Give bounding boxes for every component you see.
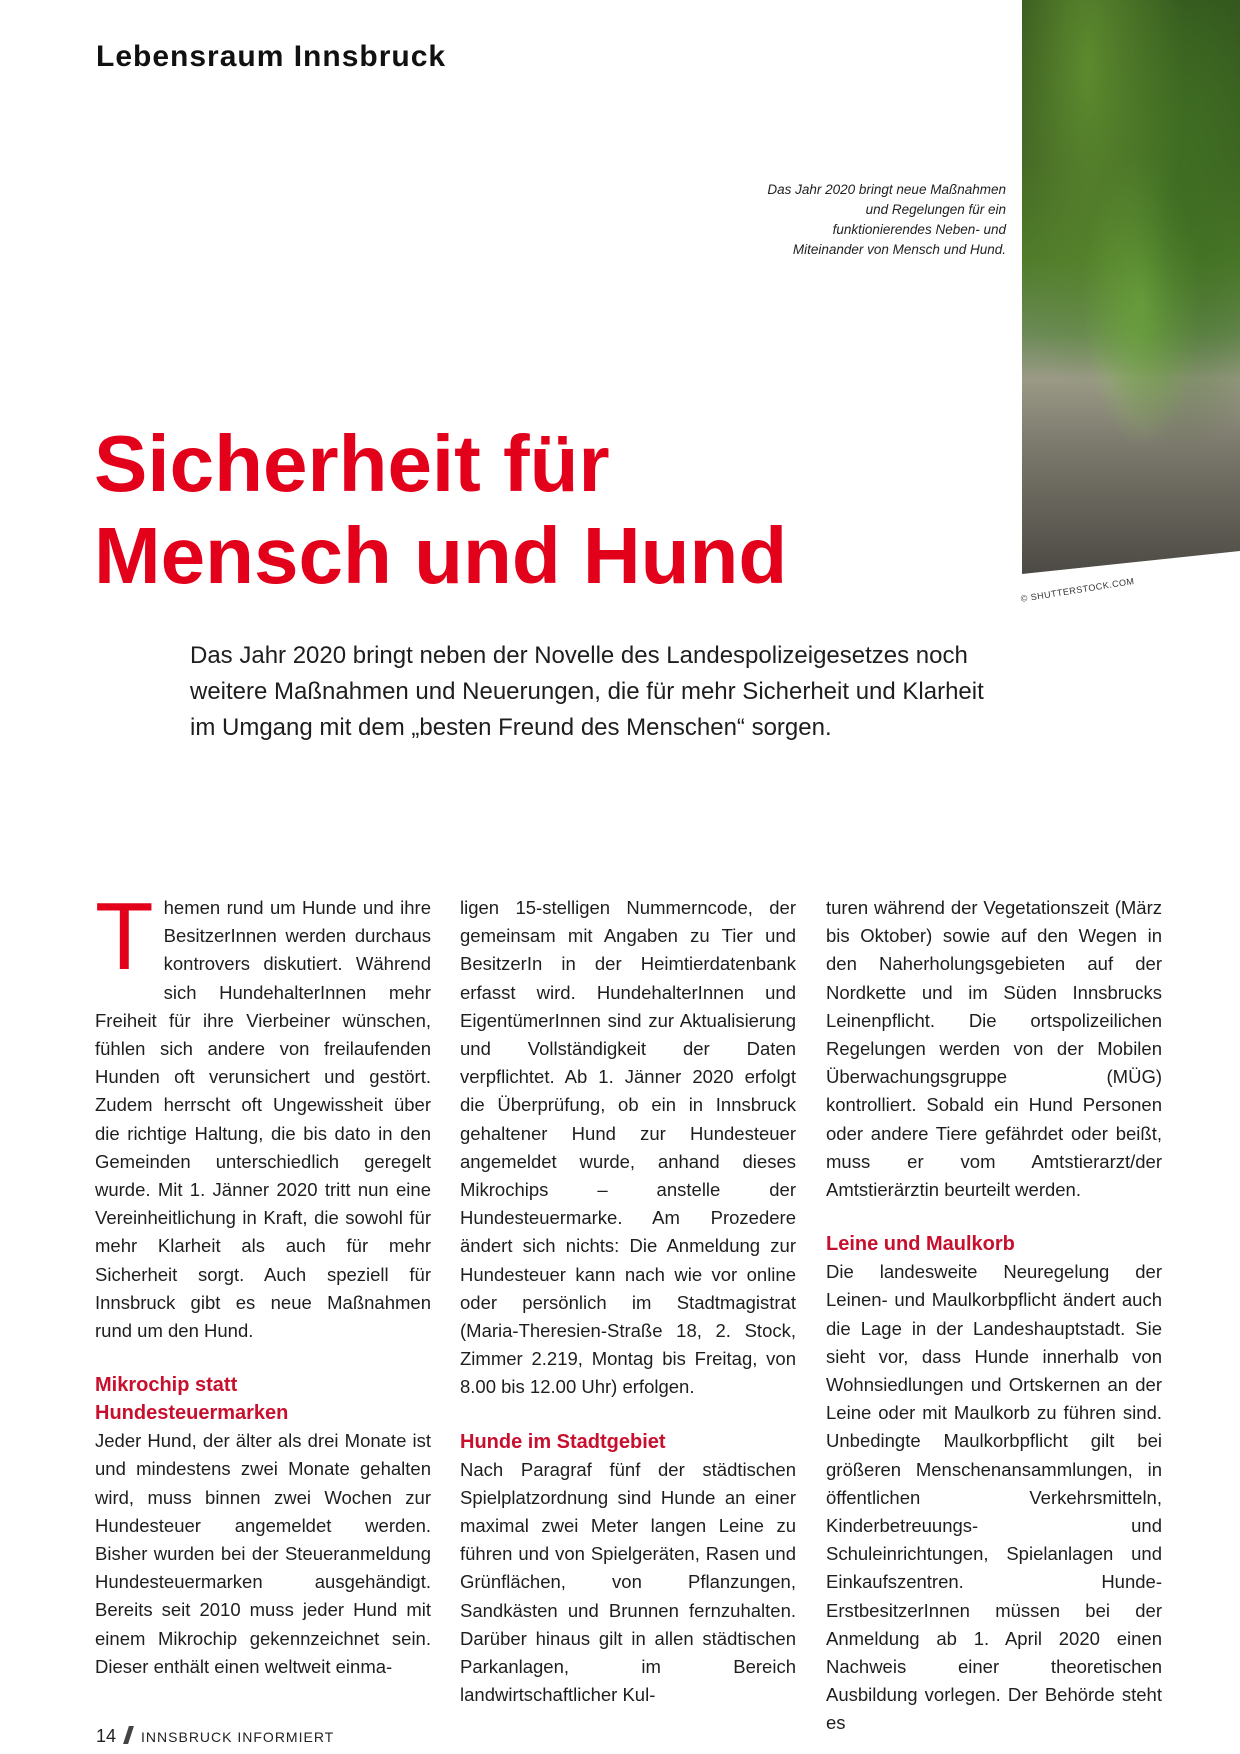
subheading-mikrochip-line-1: Mikrochip statt xyxy=(95,1374,238,1397)
stadtgebiet-paragraph-part-2: turen während der Vegetationszeit (März bis Oktober) sowie auf den Wegen in den Naherholungsgebieten auf der Nordkette und im Süden Innsbrucks Leinenpflicht. Die ortspolizeilichen Regelungen werden von der Mobilen Überwachungsgruppe (MÜG) kontrolliert. Sobald ein Hund Personen oder andere Tiere gefährdet oder beißt, muss er vom Amtstierarzt/der Amtstierärztin beurteilt werden. xyxy=(826,897,1162,1201)
page-footer xyxy=(96,1726,334,1747)
article-headline xyxy=(94,418,787,602)
subheading-leine-maulkorb: Leine und Maulkorb xyxy=(826,1233,1015,1256)
stadtgebiet-paragraph-part-1: Nach Paragraf fünf der städtischen Spielplatzordnung sind Hunde an einer maximal zwei Meter langen Leine zu führen und von Spielgeräten, Rasen und Grünflächen, von Pflanzungen, Sandkästen und Brunnen fernzuhalten. Darüber hinaus gilt in allen städtischen Parkanlagen, im Bereich landwirtschaftlicher Kul- xyxy=(460,1458,796,1706)
page-number: 14 xyxy=(96,1726,117,1746)
article-column-3 xyxy=(826,894,1162,1738)
leine-maulkorb-paragraph: Die landesweite Neuregelung der Leinen- und Maulkorbpflicht ändert auch die Lage in der Landeshauptstadt. Sie sieht vor, dass Hunde innerhalb von Wohnsiedlungen und Ortskernen an der Leine oder mit Maulkorb zu führen sind. Unbedingte Maulkorbpflicht gilt bei größeren Menschenansammlungen, in öffentlichen Verkehrsmitteln, Kinderbetreuungs- und Schuleinrichtungen, Spielanlagen und Einkaufszentren. Hunde-ErstbesitzerInnen müssen bei der Anmeldung ab 1. April 2020 einen Nachweis einer theoretischen Ausbildung vorlegen. Der Behörde steht es xyxy=(826,1261,1162,1734)
intro-paragraph xyxy=(95,883,431,1345)
article-lead: Das Jahr 2020 bringt neben der Novelle des Landespolizeigesetzes noch weitere Maßnahmen und Neuerungen, die für mehr Sicherheit und Klarheit im Umgang mit dem „besten Freund des Menschen“ sorgen. xyxy=(190,642,984,741)
drop-cap: T xyxy=(95,883,154,990)
photo-caption: Das Jahr 2020 bringt neue Maßnahmen und Regelungen für ein funktionierendes Neben- und Miteinander von Mensch und Hund. xyxy=(767,182,1006,257)
mikrochip-paragraph-part-1: Jeder Hund, der älter als drei Monate ist und mindestens zwei Monate gehalten wird, muss binnen zwei Wochen zur Hundesteuer angemeldet werden. Bisher wurden bei der Steueranmeldung Hundesteuermarken ausgehändigt. Bereits seit 2010 muss jeder Hund mit einem Mikrochip gekennzeichnet sein. Dieser enthält einen weltweit einma- xyxy=(95,1430,431,1677)
subheading-mikrochip-line-2: Hundesteuermarken xyxy=(95,1402,289,1425)
section-title: Lebensraum Innsbruck xyxy=(96,40,447,73)
subheading-stadtgebiet: Hunde im Stadtgebiet xyxy=(460,1430,666,1453)
article-column-2 xyxy=(460,894,796,1709)
article-column-1 xyxy=(95,883,431,1681)
headline-line-2: Mensch und Hund xyxy=(94,511,788,600)
magazine-name: INNSBRUCK INFORMIERT xyxy=(141,1729,335,1745)
photo-credit: © SHUTTERSTOCK.COM xyxy=(1020,576,1136,604)
intro-text: hemen rund um Hunde und ihre BesitzerInnen werden durchaus kontrovers diskutiert. Während sich HundehalterInnen mehr Freiheit für ihre Vierbeiner wünschen, fühlen sich andere von freilaufenden Hunden oft verunsichert und gestört. Zudem herrscht oft Ungewissheit über die richtige Haltung, die bis dato in den Gemeinden unterschiedlich geregelt wurde. Mit 1. Jänner 2020 tritt nun eine Vereinheitlichung in Kraft, die sowohl für mehr Klarheit als auch für mehr Sicherheit sorgt. Auch speziell für Innsbruck gibt es neue Maßnahmen rund um den Hund. xyxy=(95,897,431,1342)
header-photo xyxy=(1022,0,1240,574)
headline-line-1: Sicherheit für xyxy=(94,419,610,508)
subheading-mikrochip xyxy=(95,1371,431,1427)
slash-divider-icon xyxy=(123,1726,134,1744)
mikrochip-paragraph-part-2: ligen 15-stelligen Nummerncode, der gemeinsam mit Angaben zu Tier und BesitzerIn in der Heimtierdatenbank erfasst wird. HundehalterInnen und EigentümerInnen sind zur Aktualisierung und Vollständigkeit der Daten verpflichtet. Ab 1. Jänner 2020 erfolgt die Überprüfung, ob ein in Innsbruck gehaltener Hund zur Hundesteuer angemeldet wurde, anhand dieses Mikrochips – anstelle der Hundesteuermarke. Am Prozedere ändert sich nichts: Die Anmeldung zur Hundesteuer kann nach wie vor online oder persönlich im Stadtmagistrat (Maria-Theresien-Straße 18, 2. Stock, Zimmer 2.219, Montag bis Freitag, von 8.00 bis 12.00 Uhr) erfolgen. xyxy=(460,897,796,1398)
